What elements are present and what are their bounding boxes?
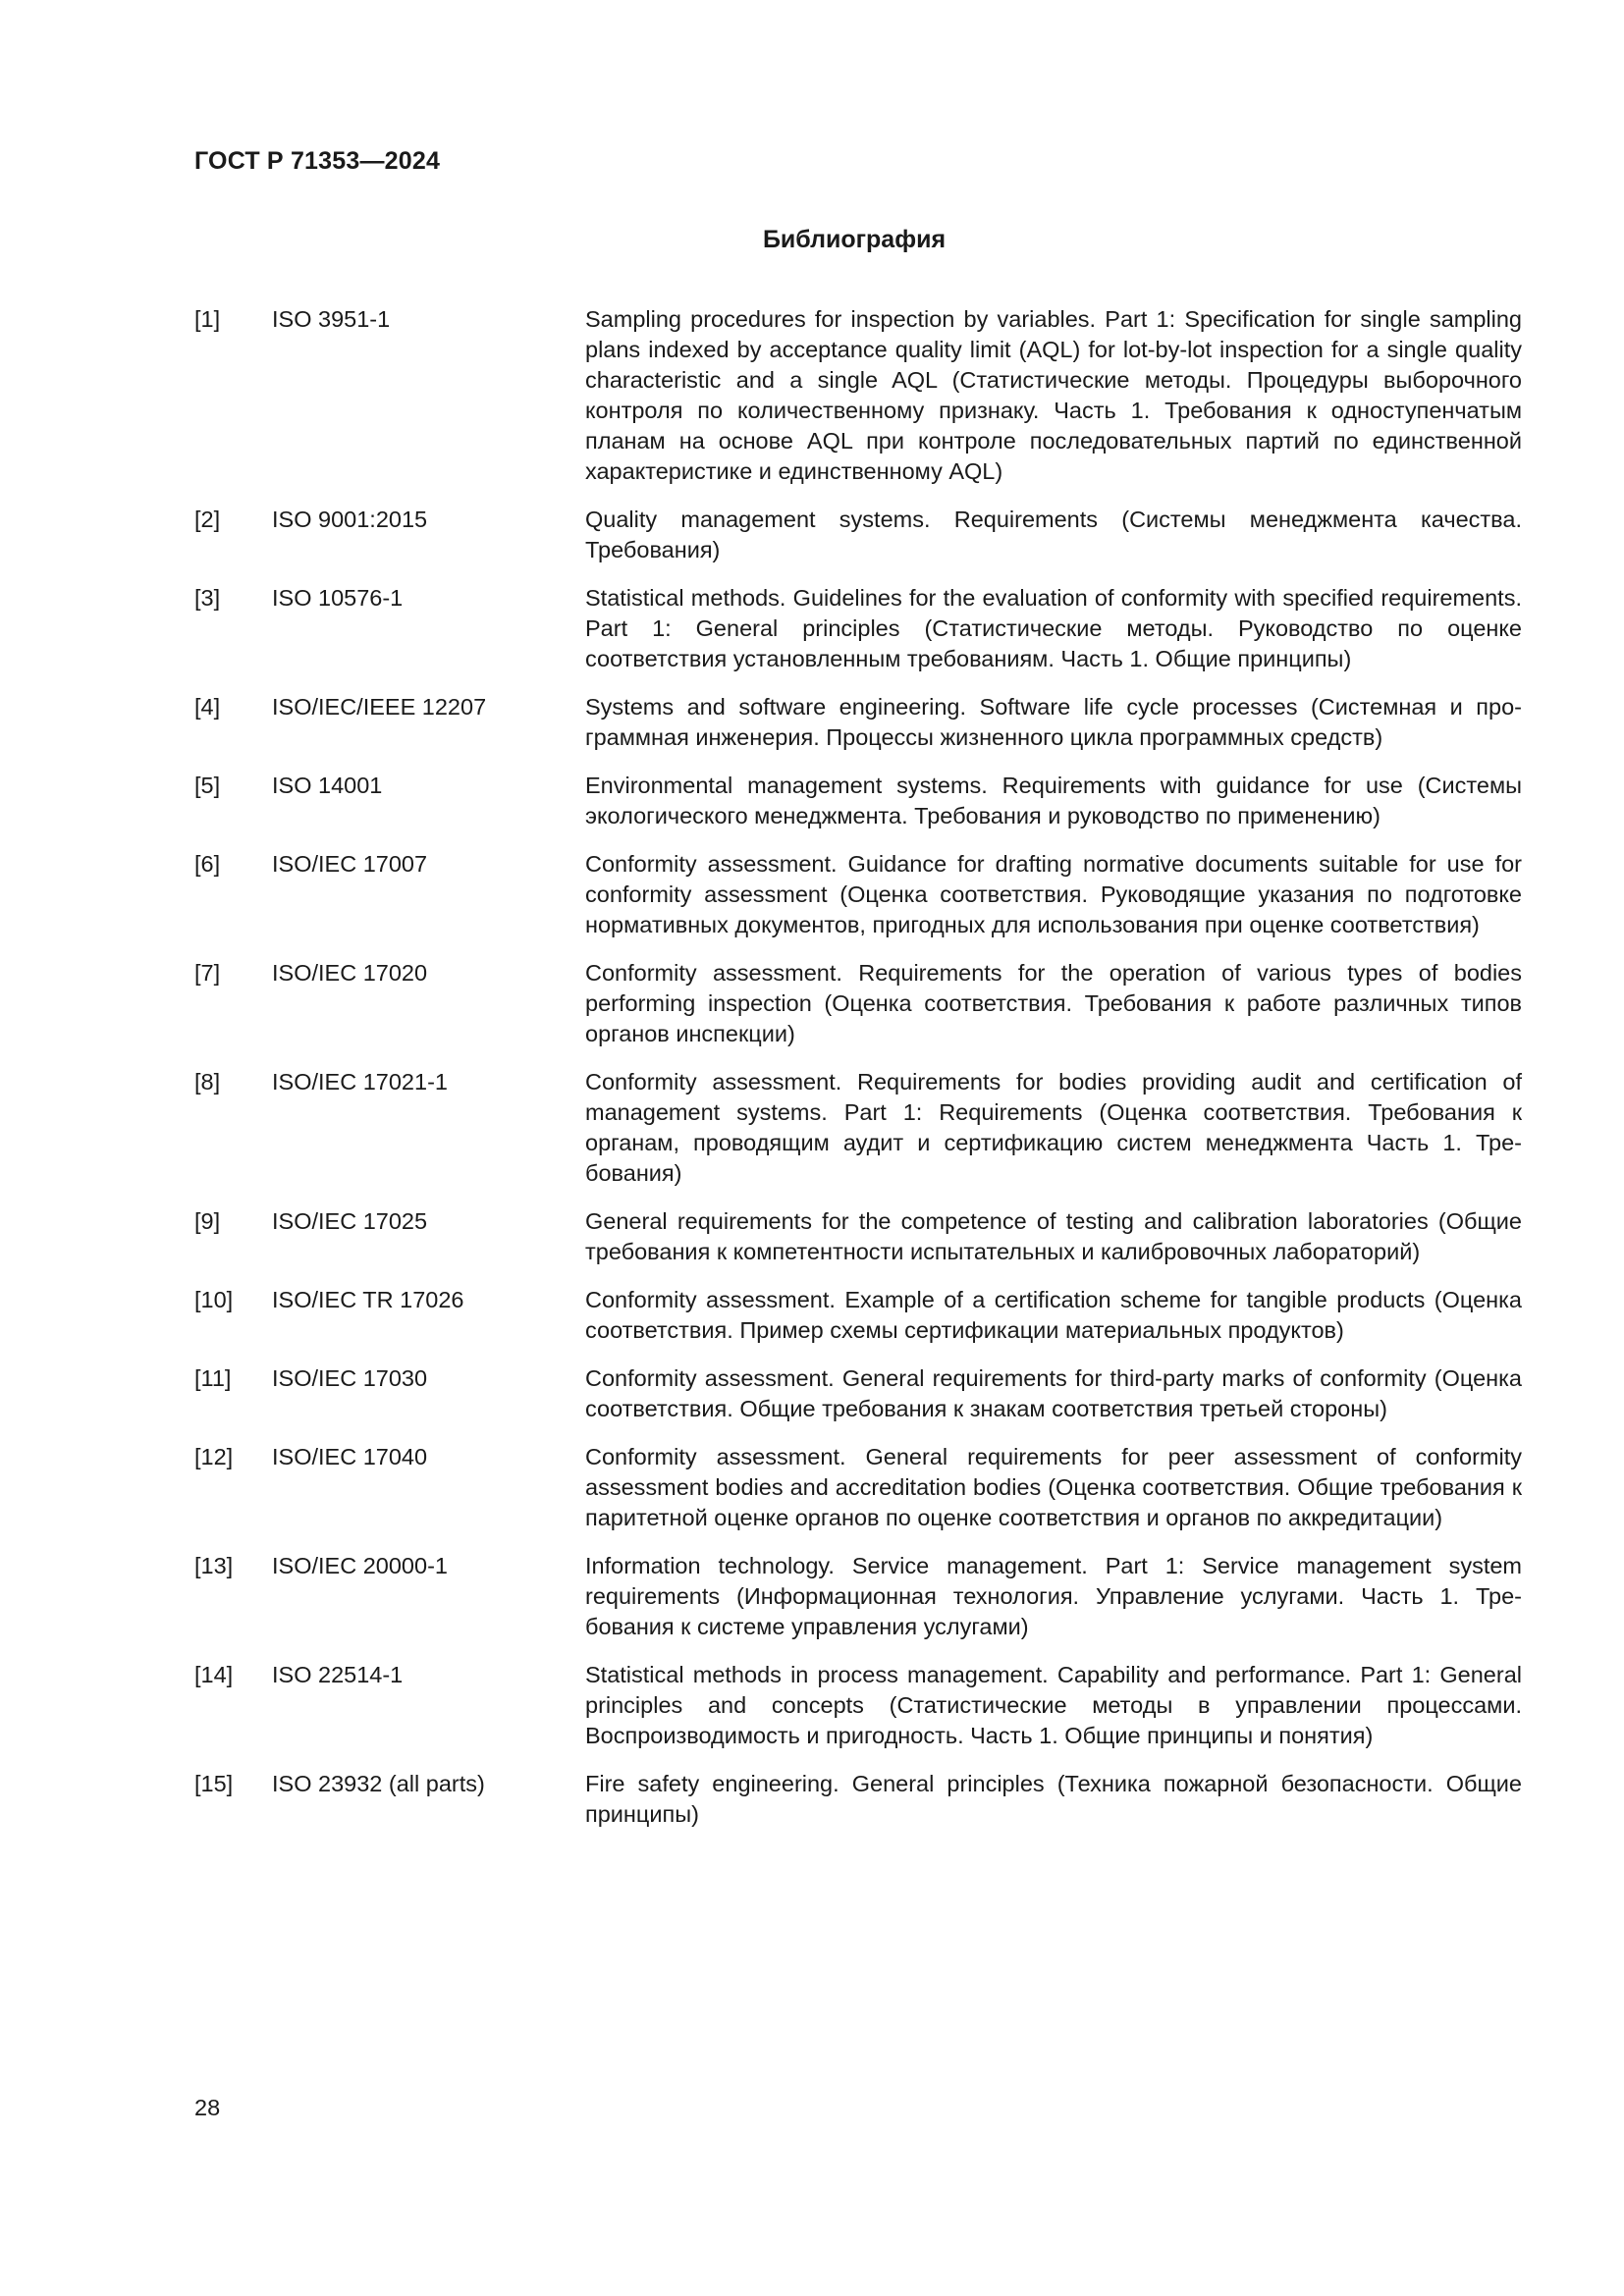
entry-standard-code: ISO/IEC 17040 bbox=[272, 1444, 428, 1469]
entry-number: [8] bbox=[194, 1069, 221, 1095]
entry-number: [7] bbox=[194, 960, 221, 986]
entry-standard-code: ISO/IEC/IEEE 12207 bbox=[272, 694, 487, 720]
entry-standard-code: ISO 22514-1 bbox=[272, 1662, 404, 1687]
entry-standard-code: ISO/IEC 17021-1 bbox=[272, 1069, 448, 1095]
entry-title: Conformity assessment. General requirements for third-party marks of conformity (Оценка соответствия. Общие требования к знакам соответствия третьей стороны) bbox=[585, 1365, 1522, 1421]
bibliography-entry bbox=[194, 1442, 1522, 1533]
entry-number: [15] bbox=[194, 1771, 234, 1796]
entry-title: Statistical methods. Guidelines for the evaluation of conformity with specified requirements. Part 1: General principles (Статистические методы. Руководство по оценке соответствия установленным требованиям. Часть 1. Общие принципы) bbox=[585, 585, 1522, 671]
entry-number: [11] bbox=[194, 1365, 232, 1391]
entry-title: General requirements for the competence of testing and calibration laboratories (Общие требования к компетентности испытательных и калибровочных лабораторий) bbox=[585, 1208, 1522, 1264]
entry-title: Systems and software engineering. Software life cycle processes (Системная и программная инженерия. Процессы жизненного цикла программных средств) bbox=[585, 694, 1522, 750]
entry-number: [1] bbox=[194, 306, 221, 332]
bibliography-entry bbox=[194, 849, 1522, 940]
bibliography-entry bbox=[194, 1769, 1522, 1830]
entry-standard-code: ISO 10576-1 bbox=[272, 585, 404, 611]
entry-standard-code: ISO 14001 bbox=[272, 773, 383, 798]
entry-number: [6] bbox=[194, 851, 221, 877]
entry-title: Conformity assessment. Guidance for drafting normative documents suitable for use for conformity assessment (Оценка соответствия. Руководящие указания по подготовке нормативных документов, пригодных для использования при оценке соответствия) bbox=[585, 851, 1522, 937]
bibliography-entry bbox=[194, 1551, 1522, 1642]
entry-number: [4] bbox=[194, 694, 221, 720]
bibliography-entry bbox=[194, 1067, 1522, 1189]
entry-standard-code: ISO 9001:2015 bbox=[272, 507, 428, 532]
bibliography-entry bbox=[194, 304, 1522, 487]
entry-number: [2] bbox=[194, 507, 221, 532]
entry-title: Sampling procedures for inspection by variables. Part 1: Specification for single sampling plans indexed by acceptance quality limit (AQL) for lot-by-lot inspection for a single quality characteristic and a single AQL (Статистические методы. Процедуры выборочного контроля по количественному признаку. Часть 1. Требования к одноступенчатым планам на основе AQL при контроле последовательных партий по единственной характеристике и единственному AQL) bbox=[585, 306, 1522, 484]
bibliography-list bbox=[194, 304, 1522, 1847]
entry-title: Conformity assessment. General requirements for peer assessment of conformity assessment bodies and accreditation bodies (Оценка соответствия. Общие требования к паритетной оценке органов по оценке соответствия и органов по аккредитации) bbox=[585, 1444, 1522, 1530]
section-title: Библиография bbox=[762, 226, 947, 253]
entry-number: [5] bbox=[194, 773, 221, 798]
entry-title: Statistical methods in process management. Capability and performance. Part 1: General principles and concepts (Статистические методы в управлении процессами. Воспроизводимость и пригодность. Часть 1. Общие принципы и понятия) bbox=[585, 1662, 1522, 1748]
entry-number: [13] bbox=[194, 1553, 234, 1578]
entry-standard-code: ISO/IEC 17007 bbox=[272, 851, 428, 877]
bibliography-entry bbox=[194, 958, 1522, 1049]
entry-standard-code: ISO/IEC 17030 bbox=[272, 1365, 428, 1391]
entry-title: Quality management systems. Requirements (Системы менеджмента качества. Требования) bbox=[585, 507, 1522, 562]
entry-title: Conformity assessment. Requirements for bodies providing audit and certification of management systems. Part 1: Requirements (Оценка соответствия. Требования к органам, проводящим аудит и сертификацию систем менеджмента Часть 1. Требования) bbox=[585, 1069, 1522, 1186]
entry-standard-code: ISO/IEC 17020 bbox=[272, 960, 428, 986]
entry-standard-code: ISO/IEC 17025 bbox=[272, 1208, 428, 1234]
bibliography-entry bbox=[194, 1285, 1522, 1346]
entry-standard-code: ISO 23932 (all parts) bbox=[272, 1771, 485, 1796]
entry-title: Fire safety engineering. General principles (Техника пожарной безопасности. Общие принципы) bbox=[585, 1771, 1522, 1827]
bibliography-entry bbox=[194, 583, 1522, 674]
entry-number: [12] bbox=[194, 1444, 234, 1469]
entry-standard-code: ISO 3951-1 bbox=[272, 306, 391, 332]
bibliography-entry bbox=[194, 1363, 1522, 1424]
page-number: 28 bbox=[194, 2095, 221, 2120]
bibliography-entry bbox=[194, 692, 1522, 753]
entry-number: [9] bbox=[194, 1208, 221, 1234]
bibliography-entry bbox=[194, 771, 1522, 831]
bibliography-entry bbox=[194, 505, 1522, 565]
document-header: ГОСТ Р 71353—2024 bbox=[194, 147, 441, 175]
entry-number: [14] bbox=[194, 1662, 234, 1687]
entry-number: [3] bbox=[194, 585, 221, 611]
entry-standard-code: ISO/IEC 20000-1 bbox=[272, 1553, 448, 1578]
entry-number: [10] bbox=[194, 1287, 234, 1312]
bibliography-entry bbox=[194, 1660, 1522, 1751]
entry-title: Conformity assessment. Requirements for the operation of various types of bodies performing inspection (Оценка соответствия. Требования к работе различных типов органов инспекции) bbox=[585, 960, 1522, 1046]
bibliography-entry bbox=[194, 1206, 1522, 1267]
entry-title: Conformity assessment. Example of a certification scheme for tangible products (Оценка соответствия. Пример схемы сертификации материальных продуктов) bbox=[585, 1287, 1522, 1343]
entry-title: Information technology. Service management. Part 1: Service management system requirements (Информационная технология. Управление услугами. Часть 1. Требования к системе управления услугами) bbox=[585, 1553, 1522, 1639]
entry-standard-code: ISO/IEC TR 17026 bbox=[272, 1287, 464, 1312]
entry-title: Environmental management systems. Requirements with guidance for use (Системы экологического менеджмента. Требования и руководство по применению) bbox=[585, 773, 1522, 828]
